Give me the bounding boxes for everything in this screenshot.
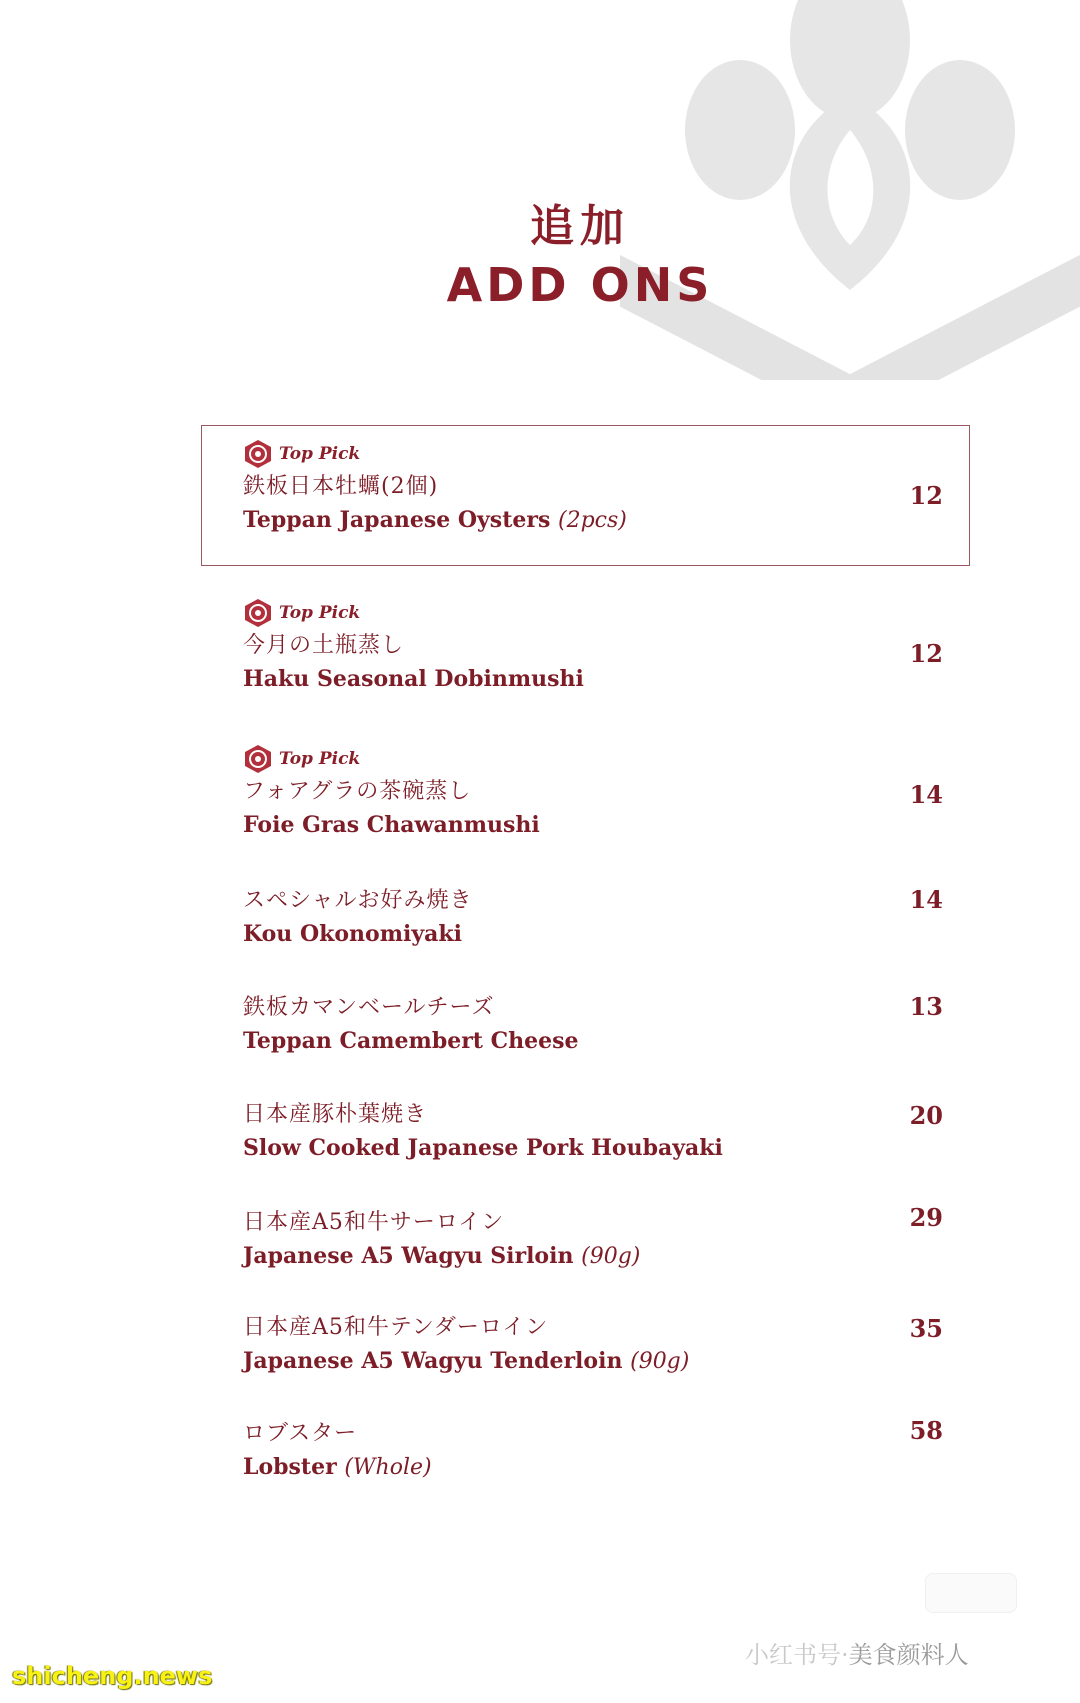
top-pick-label: Top Pick (279, 749, 361, 769)
top-pick-badge (243, 596, 943, 630)
item-price: 58 (909, 1416, 943, 1445)
item-name-jp: 鉄板日本牡蠣(2個) (243, 474, 439, 499)
item-price: 20 (909, 1101, 943, 1130)
item-price: 12 (909, 639, 943, 668)
flower-badge-icon (243, 598, 273, 628)
top-pick-label: Top Pick (279, 603, 361, 623)
item-name-en: Japanese A5 Wagyu Tenderloin (90g) (243, 1348, 690, 1374)
item-name-en: Slow Cooked Japanese Pork Houbayaki (243, 1135, 723, 1161)
item-price: 13 (909, 992, 943, 1021)
item-note: (Whole) (344, 1455, 432, 1480)
item-name-en: Lobster (Whole) (243, 1454, 432, 1480)
item-name-jp: スペシャルお好み焼き (243, 888, 473, 913)
flower-badge-icon (243, 744, 273, 774)
item-price: 12 (909, 481, 943, 510)
top-pick-badge (243, 437, 943, 471)
flower-badge-icon (243, 439, 273, 469)
title-english: ADD ONS (446, 258, 714, 312)
item-price: 14 (909, 780, 943, 809)
menu-item (243, 596, 943, 696)
item-name-jp: 鉄板カマンベールチーズ (243, 995, 495, 1020)
item-name-jp: フォアグラの茶碗蒸し (243, 779, 472, 804)
item-name-en: Kou Okonomiyaki (243, 921, 462, 947)
item-name-jp: 日本産A5和牛テンダーロイン (243, 1315, 549, 1340)
item-price: 14 (909, 885, 943, 914)
item-name-jp: 日本産A5和牛サーロイン (243, 1210, 505, 1235)
item-name-en: Haku Seasonal Dobinmushi (243, 666, 584, 692)
menu-item (243, 992, 943, 1058)
item-name-en: Teppan Camembert Cheese (243, 1028, 579, 1054)
item-name-jp: 今月の土瓶蒸し (243, 633, 405, 658)
item-note: (2pcs) (558, 508, 627, 533)
menu-item (243, 1203, 943, 1274)
menu-item (243, 885, 943, 951)
top-pick-label: Top Pick (279, 444, 361, 464)
top-pick-badge (243, 742, 943, 776)
watermark-brand: 美食颜料人 (848, 1641, 969, 1669)
item-name-en: Teppan Japanese Oysters (2pcs) (243, 507, 627, 533)
menu-item (243, 1312, 943, 1379)
menu-item (243, 437, 943, 538)
faded-stamp (925, 1573, 1017, 1613)
site-watermark: shicheng.news (12, 1662, 213, 1690)
watermark (745, 1635, 969, 1670)
item-note: (90g) (630, 1349, 690, 1374)
menu-item (243, 742, 943, 842)
menu-item (243, 1418, 943, 1485)
menu-item (243, 1099, 943, 1165)
item-name-jp: ロブスター (243, 1421, 358, 1446)
watermark-prefix: 小红书号· (745, 1641, 849, 1669)
item-note: (90g) (581, 1244, 641, 1269)
item-name-jp: 日本産豚朴葉焼き (243, 1102, 428, 1127)
title-japanese: 追加 (530, 201, 630, 252)
page-header (0, 190, 1080, 312)
item-price: 35 (909, 1314, 943, 1343)
item-name-en: Japanese A5 Wagyu Sirloin (90g) (243, 1243, 641, 1269)
item-name-en: Foie Gras Chawanmushi (243, 812, 540, 838)
item-price: 29 (909, 1203, 943, 1232)
